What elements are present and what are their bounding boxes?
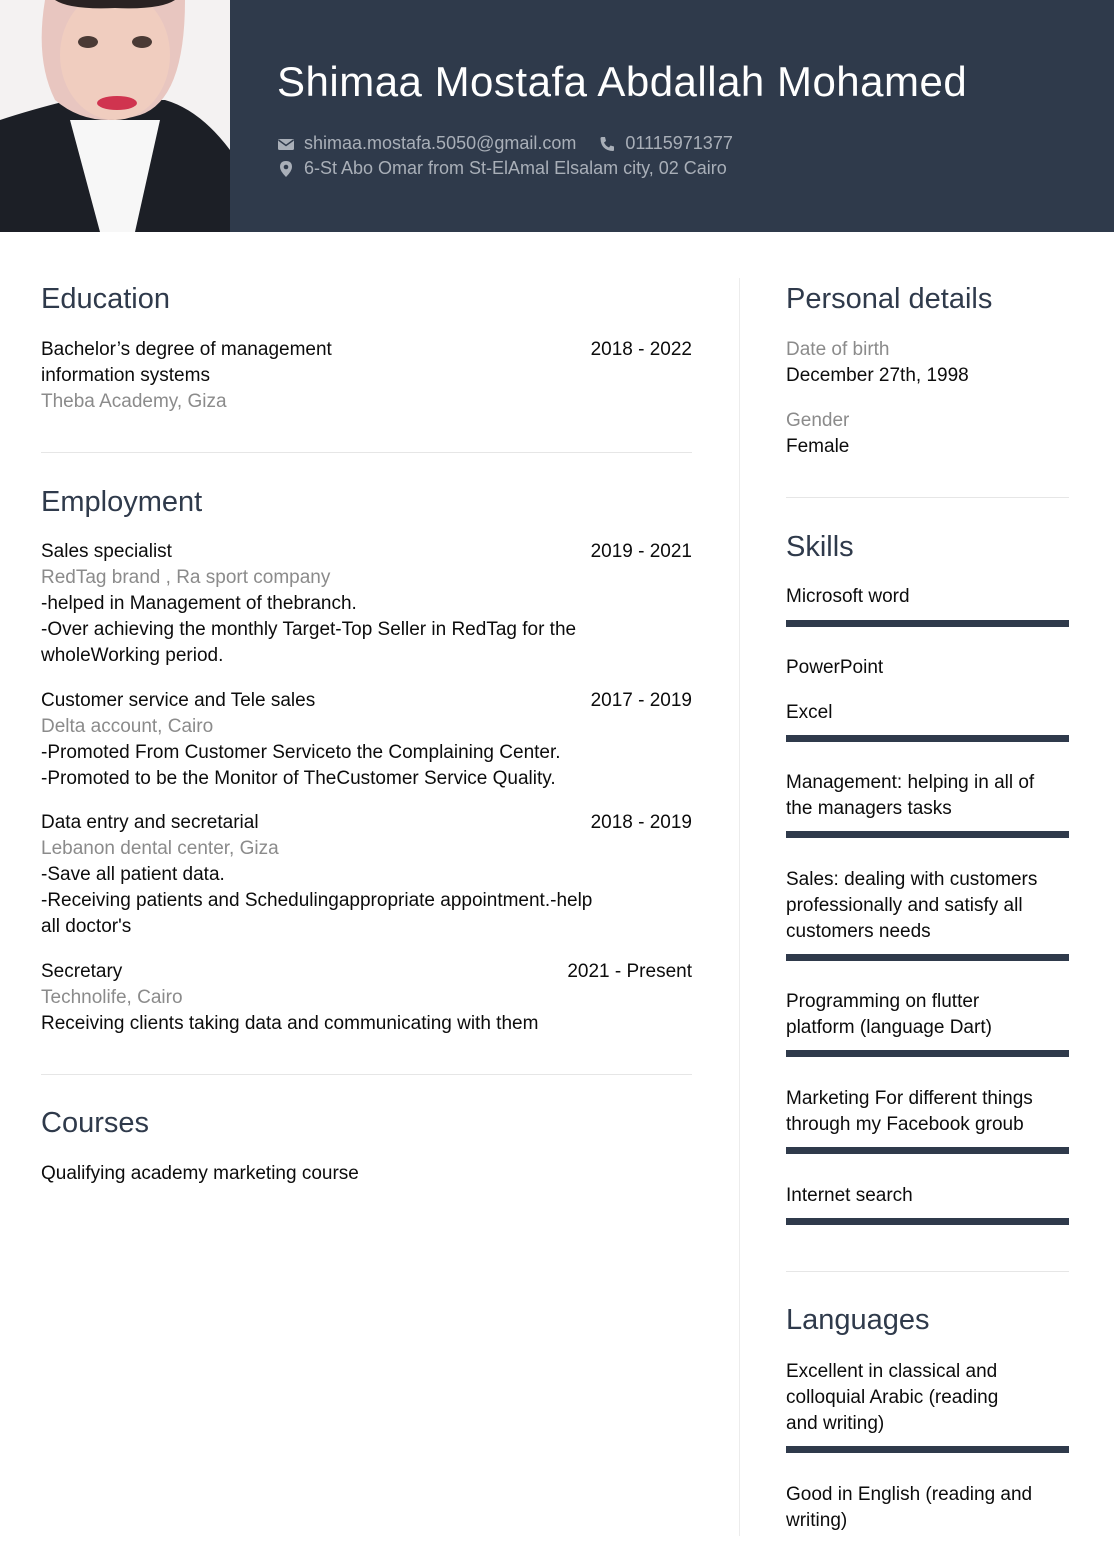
education-title-line-2: information systems <box>41 365 210 386</box>
job-place: Delta account, Cairo <box>41 716 214 737</box>
education-title-line-1: Bachelor’s degree of management <box>41 339 332 360</box>
education-heading: Education <box>41 283 170 315</box>
job-dates: 2017 - 2019 <box>590 690 692 711</box>
skill-level-bar <box>786 735 1069 742</box>
employment-entry <box>41 810 692 940</box>
employment-entry <box>41 959 692 1037</box>
skill-level-bar <box>786 831 1069 838</box>
skill-item <box>786 584 1069 610</box>
language-label: Good in English (reading and <box>786 1484 1033 1505</box>
column-divider <box>739 278 740 1536</box>
job-dates: 2021 - Present <box>567 961 692 982</box>
header-banner <box>0 0 1114 232</box>
divider <box>41 452 692 453</box>
skill-label: Programming on flutter <box>786 991 980 1012</box>
skill-item <box>786 655 1069 681</box>
job-place: Technolife, Cairo <box>41 987 183 1008</box>
address-text: 6-St Abo Omar from St-ElAmal Elsalam city, 02 Cairo <box>304 158 727 178</box>
dob-value: December 27th, 1998 <box>786 365 969 386</box>
divider <box>41 1074 692 1075</box>
job-description-line: wholeWorking period. <box>41 645 224 666</box>
employment-heading: Employment <box>41 486 203 518</box>
dob-field <box>786 337 1069 389</box>
skill-label: platform (language Dart) <box>786 1017 992 1038</box>
job-description-line: -helped in Management of thebranch. <box>41 593 357 614</box>
skill-label: Management: helping in all of <box>786 772 1035 793</box>
map-pin-icon <box>277 160 295 178</box>
job-dates: 2018 - 2019 <box>590 812 692 833</box>
job-title: Customer service and Tele sales <box>41 690 316 711</box>
skill-level-bar <box>786 1050 1069 1057</box>
skill-label: Sales: dealing with customers <box>786 869 1038 890</box>
phone-text[interactable]: 01115971377 <box>625 133 733 153</box>
courses-heading: Courses <box>41 1107 149 1139</box>
job-description-line: -Receiving patients and Schedulingappropriate appointment.-help <box>41 890 593 911</box>
skill-item <box>786 989 1069 1041</box>
envelope-icon <box>277 135 295 153</box>
job-title: Secretary <box>41 961 123 982</box>
job-title: Sales specialist <box>41 541 172 562</box>
skill-label: the managers tasks <box>786 798 952 819</box>
dob-label: Date of birth <box>786 339 890 360</box>
gender-label: Gender <box>786 410 850 431</box>
skills-section <box>786 526 1069 568</box>
language-level-bar <box>786 1446 1069 1453</box>
gender-value: Female <box>786 436 850 457</box>
languages-heading: Languages <box>786 1304 930 1336</box>
gender-field <box>786 408 1069 460</box>
course-entry <box>41 1161 692 1187</box>
language-label: colloquial Arabic (reading <box>786 1387 999 1408</box>
skill-item <box>786 867 1069 945</box>
skill-label: professionally and satisfy all <box>786 895 1023 916</box>
skill-item <box>786 770 1069 822</box>
skill-label: Marketing For different things <box>786 1088 1033 1109</box>
job-place: Lebanon dental center, Giza <box>41 838 279 859</box>
employment-entry <box>41 539 692 669</box>
contact-line-1 <box>277 133 733 154</box>
job-description-line: Receiving clients taking data and communicating with them <box>41 1013 539 1034</box>
skill-item <box>786 1183 1069 1209</box>
email-text[interactable]: shimaa.mostafa.5050@gmail.com <box>304 133 577 153</box>
skill-label: through my Facebook groub <box>786 1114 1024 1135</box>
divider <box>786 1271 1069 1272</box>
skill-label: Microsoft word <box>786 586 910 607</box>
personal-details-section <box>786 278 1069 320</box>
language-label: and writing) <box>786 1413 885 1434</box>
skill-label: Excel <box>786 702 833 723</box>
skill-item <box>786 700 1069 726</box>
employment-section <box>41 481 692 523</box>
skill-level-bar <box>786 1147 1069 1154</box>
job-dates: 2019 - 2021 <box>590 541 692 562</box>
job-description-line: -Save all patient data. <box>41 864 225 885</box>
skill-label: Internet search <box>786 1185 913 1206</box>
divider <box>786 497 1069 498</box>
phone-icon <box>598 135 616 153</box>
full-name: Shimaa Mostafa Abdallah Mohamed <box>277 58 968 105</box>
employment-entry <box>41 688 692 792</box>
job-description-line: -Promoted From Customer Serviceto the Complaining Center. <box>41 742 561 763</box>
language-label: writing) <box>786 1510 848 1531</box>
course-title: Qualifying academy marketing course <box>41 1163 359 1184</box>
skills-heading: Skills <box>786 531 854 563</box>
job-description-line: all doctor's <box>41 916 132 937</box>
education-dates: 2018 - 2022 <box>590 339 692 360</box>
skill-label: PowerPoint <box>786 657 884 678</box>
skill-item <box>786 1086 1069 1138</box>
education-place: Theba Academy, Giza <box>41 391 227 412</box>
skill-level-bar <box>786 620 1069 627</box>
job-title: Data entry and secretarial <box>41 812 259 833</box>
education-entry <box>41 337 692 415</box>
language-item <box>786 1482 1069 1534</box>
education-section <box>41 278 692 320</box>
language-item <box>786 1359 1069 1437</box>
skill-level-bar <box>786 1218 1069 1225</box>
skill-level-bar <box>786 954 1069 961</box>
personal-details-heading: Personal details <box>786 283 993 315</box>
job-description-line: -Over achieving the monthly Target-Top Seller in RedTag for the <box>41 619 577 640</box>
job-place: RedTag brand , Ra sport company <box>41 567 331 588</box>
profile-photo <box>0 0 230 232</box>
languages-section <box>786 1299 1069 1341</box>
job-description-line: -Promoted to be the Monitor of TheCustomer Service Quality. <box>41 768 556 789</box>
courses-section <box>41 1102 692 1144</box>
language-label: Excellent in classical and <box>786 1361 998 1382</box>
contact-line-2 <box>277 158 727 179</box>
skill-label: customers needs <box>786 921 931 942</box>
